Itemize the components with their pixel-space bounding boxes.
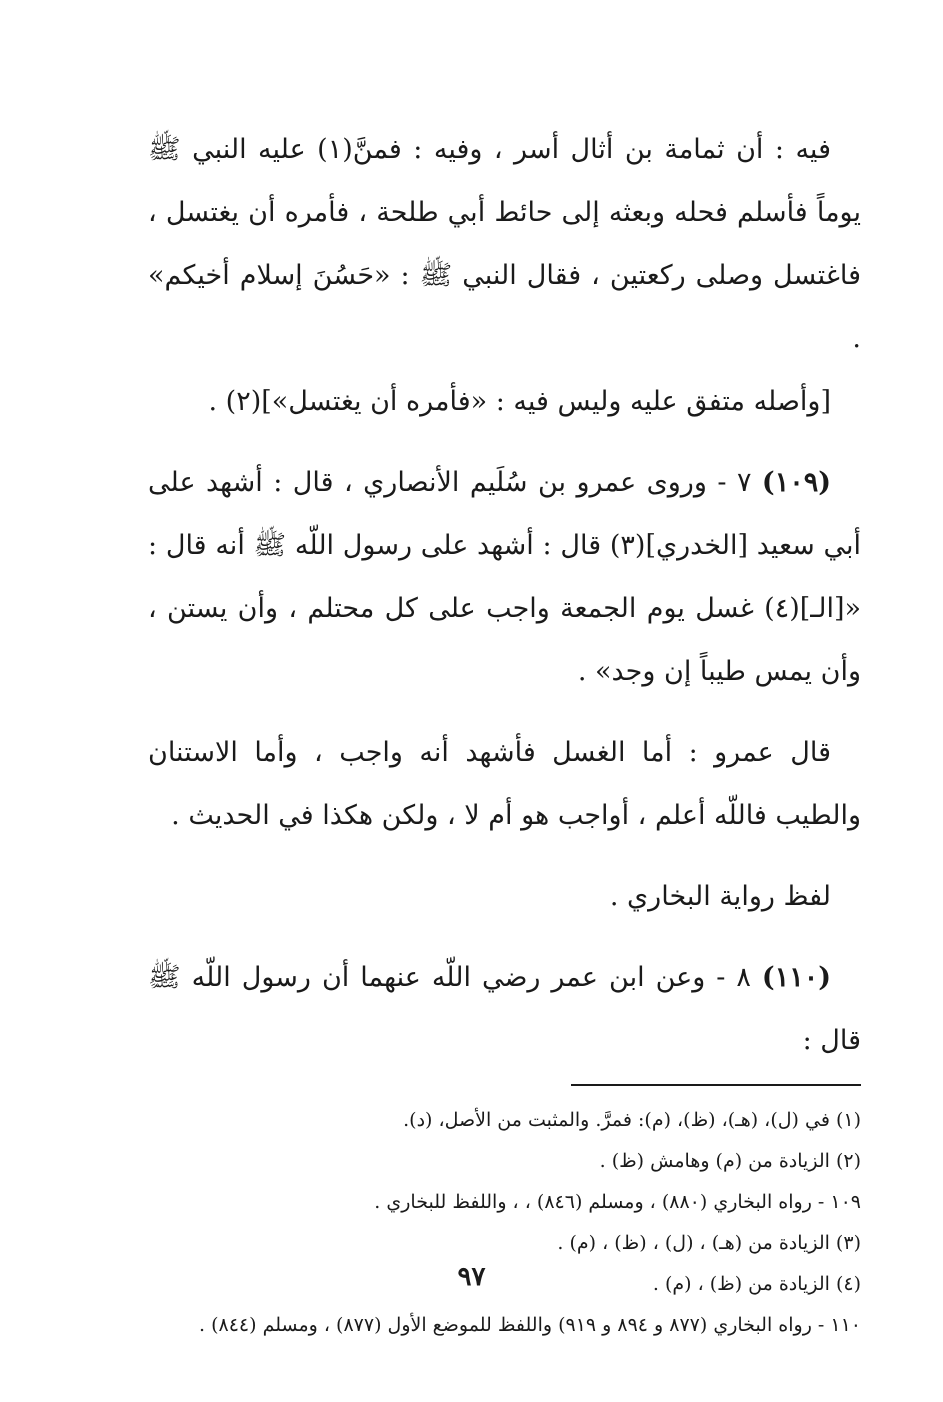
page-number: ٩٧: [457, 1262, 486, 1292]
paragraph-5: لفظ رواية البخاري .: [609, 881, 831, 912]
hadith-number-110: (١١٠): [761, 962, 831, 993]
paragraph-2: [وأصله متفق عليه وليس فيه : «فأمره أن يغتسل»](٢) .: [208, 386, 831, 417]
footnote-2: (٢) الزيادة من (م) وهامش (ظ) .: [599, 1150, 861, 1172]
paragraph-4: قال عمرو : أما الغسل فأشهد أنه واجب ، وأما الاستنان والطيب فاللّه أعلم ، أواجب هو أم لا ، ولكن هكذا في الحديث .: [148, 737, 861, 831]
paragraph-1: فيه : أن ثمامة بن أثال أسر ، وفيه : فمنَّ(١) عليه النبي ﷺ يوماً فأسلم فحله وبعثه إلى حائط أبي طلحة ، فأمره أن يغتسل ، فاغتسل وصلى ركعتين ، فقال النبي ﷺ : «حَسُنَ إسلام أخيكم» .: [148, 134, 861, 354]
hadith-110-text: ٨ - وعن ابن عمر رضي اللّه عنهما أن رسول اللّه ﷺ قال :: [148, 962, 861, 1056]
footnote-110: ١١٠ - رواه البخاري (٨٧٧ و ٨٩٤ و ٩١٩) واللفظ للموضع الأول (٨٧٧) ، ومسلم (٨٤٤) .: [199, 1314, 861, 1336]
footnote-divider: [571, 1084, 861, 1086]
footnote-4: (٤) الزيادة من (ظ) ، (م) .: [652, 1273, 861, 1295]
footnote-1: (١) في (ل)، (هـ)، (ظ)، (م): فمرَّ. والمثبت من الأصل، (د).: [403, 1109, 861, 1131]
hadith-110: [148, 946, 861, 1072]
footnote-109: ١٠٩ - رواه البخاري (٨٨٠) ، ومسلم (٨٤٦) ، ، واللفظ للبخاري .: [374, 1191, 861, 1213]
hadith-number-109: (١٠٩): [761, 467, 831, 498]
footnote-divider-wrap: [148, 1080, 861, 1100]
hadith-109-text: ٧ - وروى عمرو بن سُلَيم الأنصاري ، قال : أشهد على أبي سعيد [الخدري](٣) قال : أشهد على رسول اللّه ﷺ أنه قال : «[الـ](٤) غسل يوم الجمعة واجب على كل محتلم ، وأن يستن ، وأن يمس طيباً إن وجد» .: [148, 467, 861, 687]
footnote-3: (٣) الزيادة من (هـ) ، (ل) ، (ظ) ، (م) .: [557, 1232, 861, 1254]
hadith-109: [148, 451, 861, 703]
